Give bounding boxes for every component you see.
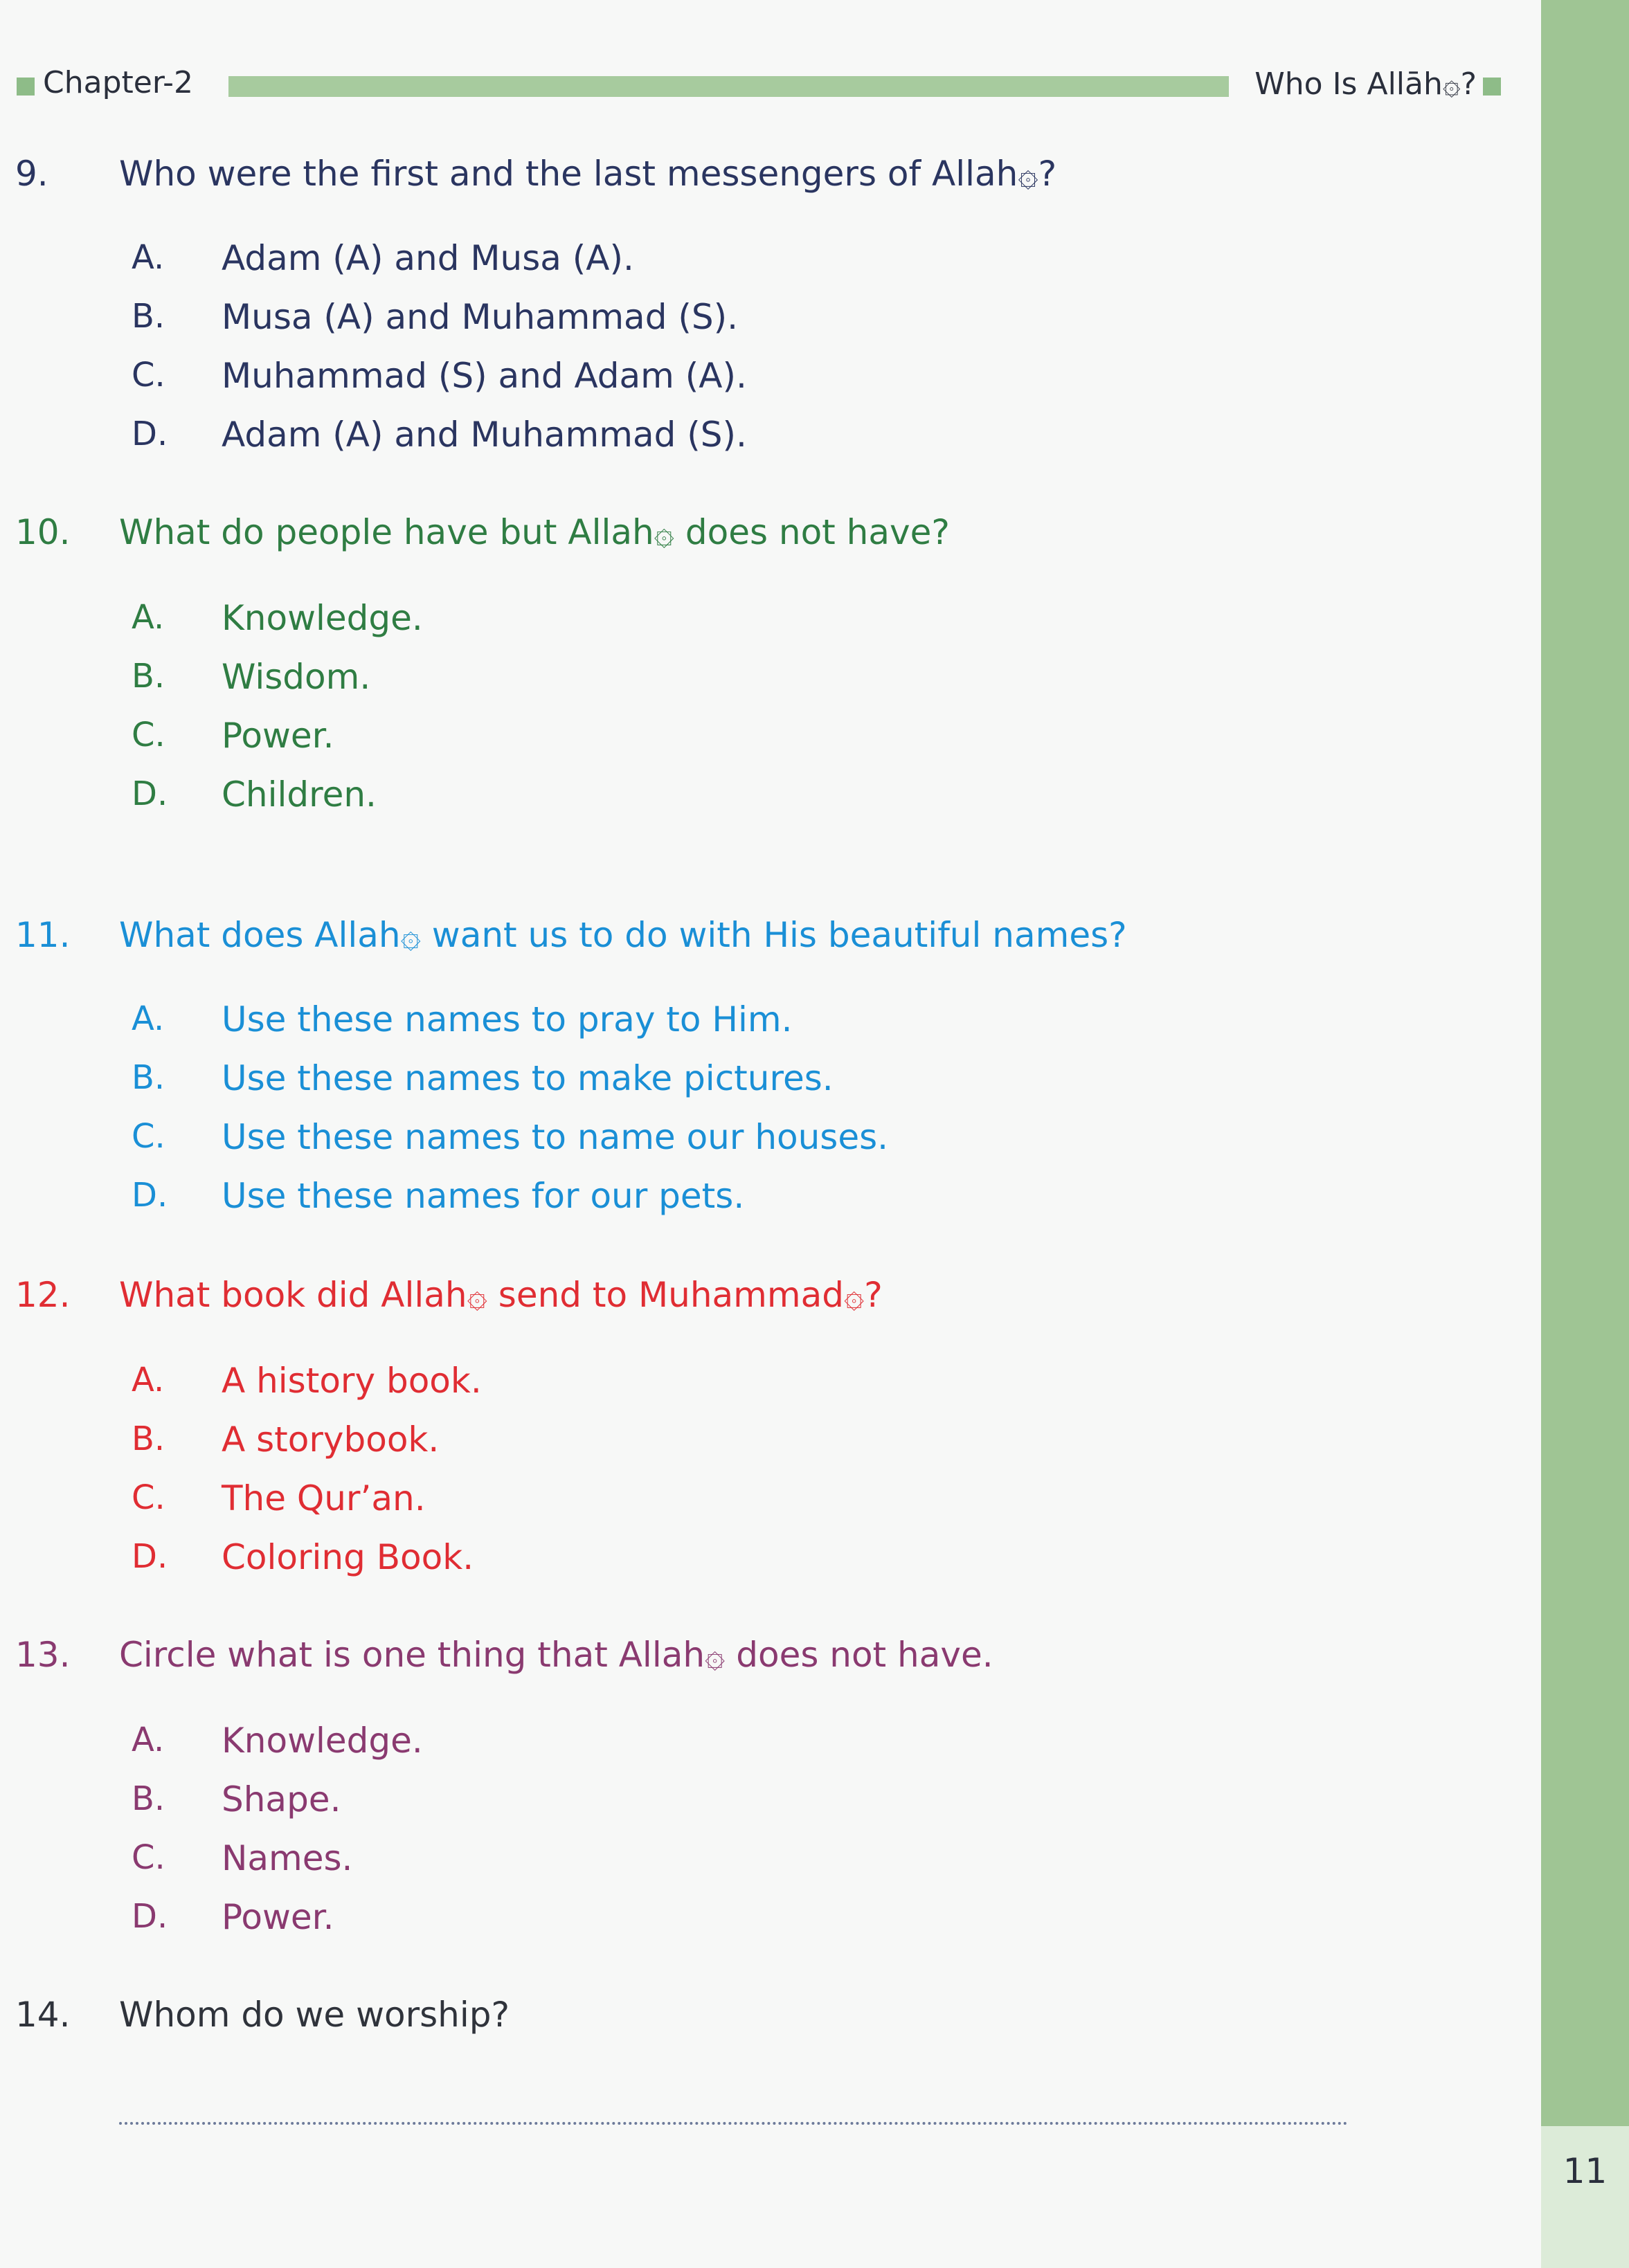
option-11a[interactable] [0, 999, 1385, 1048]
question-number: 11. [15, 915, 71, 955]
option-10c[interactable] [0, 716, 1385, 764]
option-letter: C. [132, 1838, 165, 1877]
question-number: 9. [15, 154, 48, 194]
option-text: A history book. [222, 1361, 482, 1401]
option-text: Use these names to pray to Him. [222, 999, 793, 1040]
question-text: What does Allah۞ want us to do with His beautiful names? [119, 915, 1127, 955]
option-text: Adam (A) and Muhammad (S). [222, 415, 747, 455]
option-10a[interactable] [0, 598, 1385, 646]
option-10b[interactable] [0, 657, 1385, 705]
header-right-square [1483, 78, 1501, 96]
question-number: 10. [15, 512, 71, 552]
option-text: Musa (A) and Muhammad (S). [222, 297, 738, 337]
side-color-band [1541, 0, 1629, 2126]
option-letter: A. [132, 1721, 165, 1759]
option-text: Muhammad (S) and Adam (A). [222, 356, 747, 396]
option-letter: B. [132, 297, 165, 336]
page-number: 11 [1563, 2151, 1608, 2191]
option-text: Names. [222, 1838, 353, 1878]
option-letter: A. [132, 598, 165, 637]
question-number: 14. [15, 1995, 71, 2035]
option-12d[interactable] [0, 1537, 1385, 1586]
option-letter: C. [132, 716, 165, 754]
question-number: 13. [15, 1635, 71, 1675]
option-text: Power. [222, 716, 334, 756]
option-letter: D. [132, 1537, 168, 1576]
option-letter: A. [132, 1361, 165, 1399]
option-text: Children. [222, 774, 377, 815]
option-12a[interactable] [0, 1361, 1385, 1409]
option-text: The Qur’an. [222, 1478, 426, 1518]
option-text: Use these names for our pets. [222, 1176, 745, 1216]
option-text: A storybook. [222, 1419, 440, 1460]
chapter-title: Who Is Allāh۞? [1254, 66, 1477, 102]
option-13b[interactable] [0, 1779, 1385, 1828]
option-11b[interactable] [0, 1058, 1385, 1107]
option-9a[interactable] [0, 238, 1385, 287]
option-letter: B. [132, 657, 165, 696]
option-letter: D. [132, 1897, 168, 1936]
page-number-tab [1541, 2126, 1629, 2268]
option-12b[interactable] [0, 1419, 1385, 1468]
option-text: Shape. [222, 1779, 341, 1820]
question-text: Who were the first and the last messengers of Allah۞? [119, 154, 1057, 194]
question-number: 12. [15, 1275, 71, 1315]
option-10d[interactable] [0, 774, 1385, 823]
option-letter: C. [132, 1478, 165, 1517]
option-letter: B. [132, 1419, 165, 1458]
option-text: Wisdom. [222, 657, 371, 697]
question-text: Whom do we worship? [119, 1995, 510, 2035]
option-12c[interactable] [0, 1478, 1385, 1527]
option-13a[interactable] [0, 1721, 1385, 1769]
header-left-square [17, 78, 35, 96]
option-text: Knowledge. [222, 1721, 423, 1761]
option-letter: B. [132, 1058, 165, 1097]
option-letter: C. [132, 1117, 165, 1156]
option-letter: B. [132, 1779, 165, 1818]
chapter-header [15, 61, 1504, 109]
option-letter: A. [132, 238, 165, 277]
question-text: What do people have but Allah۞ does not have? [119, 512, 950, 552]
option-text: Adam (A) and Musa (A). [222, 238, 634, 278]
option-text: Use these names to make pictures. [222, 1058, 834, 1098]
option-9b[interactable] [0, 297, 1385, 345]
option-11c[interactable] [0, 1117, 1385, 1165]
option-13d[interactable] [0, 1897, 1385, 1945]
option-text: Power. [222, 1897, 334, 1937]
option-9d[interactable] [0, 415, 1385, 463]
header-bar [228, 76, 1229, 97]
option-letter: A. [132, 999, 165, 1038]
option-11d[interactable] [0, 1176, 1385, 1224]
question-text: What book did Allah۞ send to Muhammad۞? [119, 1275, 883, 1315]
option-text: Knowledge. [222, 598, 423, 638]
option-text: Coloring Book. [222, 1537, 474, 1577]
option-letter: D. [132, 774, 168, 813]
option-9c[interactable] [0, 356, 1385, 404]
option-letter: C. [132, 356, 165, 394]
chapter-label: Chapter-2 [43, 65, 193, 100]
answer-line[interactable] [119, 2122, 1348, 2125]
option-letter: D. [132, 415, 168, 453]
option-text: Use these names to name our houses. [222, 1117, 889, 1157]
option-letter: D. [132, 1176, 168, 1215]
option-13c[interactable] [0, 1838, 1385, 1887]
question-text: Circle what is one thing that Allah۞ does not have. [119, 1635, 993, 1675]
